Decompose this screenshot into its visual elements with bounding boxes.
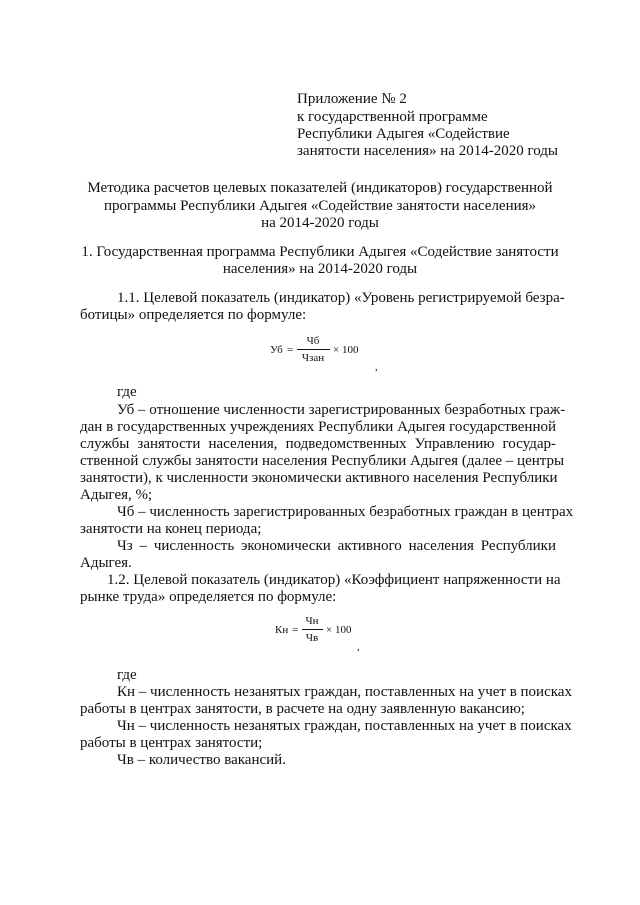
definition-ub-line-1: Уб – отношение численности зарегистрированных безработных граж-: [117, 402, 566, 418]
formula-2-times-100: × 100: [326, 624, 352, 636]
appendix-line-4: занятости населения» на 2014-2020 годы: [297, 143, 558, 159]
definition-kn-line-2: работы в центрах занятости, в расчете на одну заявленную вакансию;: [80, 701, 525, 717]
paragraph-1-1-line-2: ботицы» определяется по формуле:: [80, 307, 307, 323]
definition-ub-line-5: занятости), к численности экономически активного населения Республики: [80, 470, 558, 486]
definition-chb-line-1: Чб – численность зарегистрированных безработных граждан в центрах: [117, 504, 574, 520]
formula-2-lhs: Кн: [275, 624, 289, 636]
definition-chn-line-2: работы в центрах занятости;: [80, 735, 263, 751]
where-label-2: где: [117, 667, 137, 683]
formula-2-comma: ,: [357, 641, 360, 653]
formula-1-numerator: Чб: [306, 335, 320, 347]
definition-chv-line-1: Чв – количество вакансий.: [117, 752, 286, 768]
appendix-line-2: к государственной программе: [297, 109, 488, 125]
definition-ub-line-6: Адыгея, %;: [80, 487, 153, 503]
appendix-number: Приложение № 2: [297, 91, 407, 107]
definition-chb-line-2: занятости на конец периода;: [80, 521, 262, 537]
title-line-2: программы Республики Адыгея «Содействие занятости населения»: [103, 198, 537, 214]
definition-ub-line-2: дан в государственных учреждениях Республики Адыгея государственной: [80, 419, 556, 435]
formula-1-denominator: Чзан: [301, 352, 325, 364]
title-line-1: Методика расчетов целевых показателей (индикаторов) государственной: [87, 180, 553, 196]
formula-1-fraction-bar: [297, 349, 330, 350]
formula-2-numerator: Чн: [305, 615, 319, 627]
title-line-3: на 2014-2020 годы: [261, 215, 379, 231]
definition-ub-line-4: ственной службы занятости населения Республики Адыгея (далее – центры: [80, 453, 565, 469]
definition-chz-line-2: Адыгея.: [80, 555, 132, 571]
formula-1-lhs: Уб: [270, 344, 283, 356]
definition-chn-line-1: Чн – численность незанятых граждан, поставленных на учет в поисках: [117, 718, 572, 734]
paragraph-1-2-line-1: 1.2. Целевой показатель (индикатор) «Коэффициент напряженности на: [107, 572, 561, 588]
formula-1-equals: =: [287, 344, 294, 356]
formula-1-times-100: × 100: [333, 344, 359, 356]
section-1-line-1: 1. Государственная программа Республики Адыгея «Содействие занятости: [81, 244, 559, 260]
definition-ub-line-3: службы занятости населения, подведомственных Управлению государ-: [80, 436, 556, 452]
appendix-line-3: Республики Адыгея «Содействие: [297, 126, 510, 142]
paragraph-1-1-line-1: 1.1. Целевой показатель (индикатор) «Уровень регистрируемой безра-: [117, 290, 565, 306]
paragraph-1-2-line-2: рынке труда» определяется по формуле:: [80, 589, 337, 605]
where-label-1: где: [117, 384, 137, 400]
section-1-line-2: населения» на 2014-2020 годы: [222, 261, 418, 277]
definition-chz-line-1: Чз – численность экономически активного населения Республики: [117, 538, 556, 554]
definition-kn-line-1: Кн – численность незанятых граждан, поставленных на учет в поисках: [117, 684, 572, 700]
formula-2-denominator: Чв: [305, 632, 319, 644]
formula-1-comma: ,: [375, 361, 378, 373]
formula-2-fraction-bar: [302, 629, 323, 630]
formula-2-equals: =: [292, 624, 299, 636]
